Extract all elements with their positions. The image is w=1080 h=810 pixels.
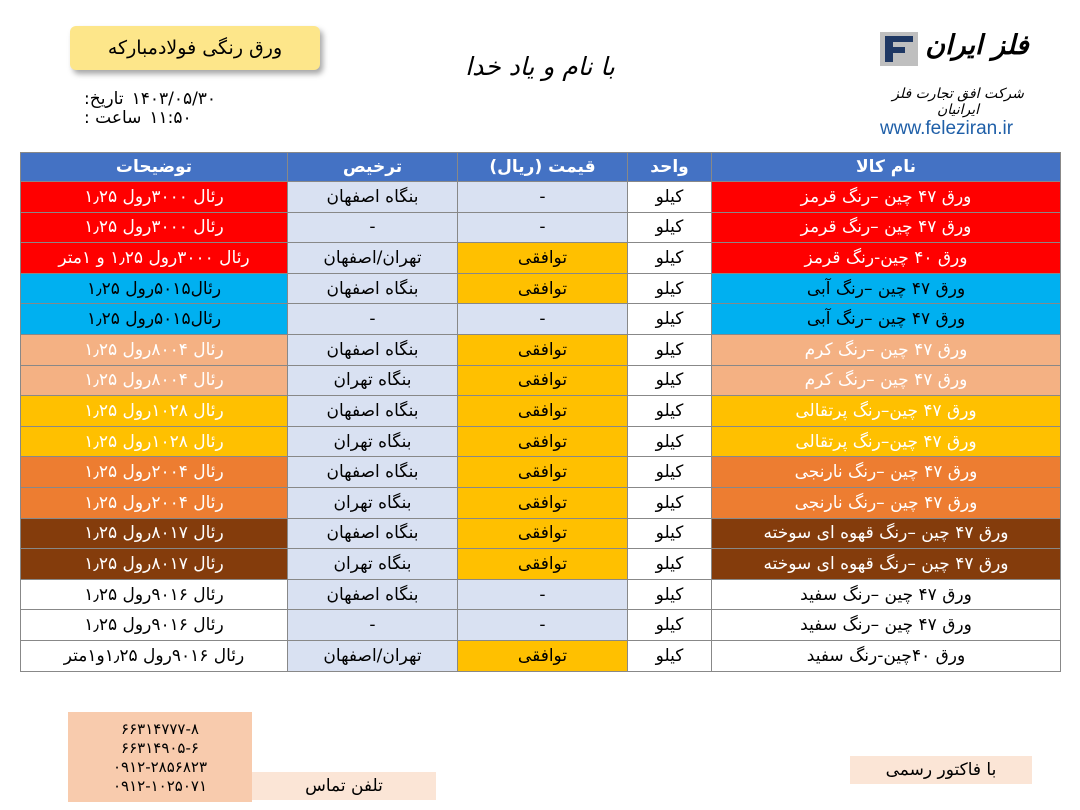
table-row [21, 426, 1061, 457]
release-cell: تهران/اصفهان [288, 640, 458, 671]
description-cell: رئال ۳۰۰۰رول ۱٫۲۵ و ۱متر [21, 243, 288, 274]
release-cell: بنگاه اصفهان [288, 518, 458, 549]
table-row [21, 579, 1061, 610]
table-row [21, 549, 1061, 580]
description-cell: رئال ۸۰۱۷رول ۱٫۲۵ [21, 518, 288, 549]
table-row [21, 304, 1061, 335]
product-name-cell: ورق ۴۷ چین –رنگ آبی [712, 273, 1061, 304]
release-cell: بنگاه اصفهان [288, 182, 458, 213]
description-cell: رئال۵۰۱۵رول ۱٫۲۵ [21, 273, 288, 304]
unit-cell: کیلو [628, 365, 712, 396]
column-header-unit: واحد [628, 153, 712, 182]
product-name-cell: ورق ۴۷ چین–رنگ پرتقالی [712, 426, 1061, 457]
release-cell: بنگاه اصفهان [288, 334, 458, 365]
price-cell: توافقی [458, 426, 628, 457]
time-label: ساعت : [84, 108, 142, 128]
table-row [21, 396, 1061, 427]
release-cell: بنگاه اصفهان [288, 457, 458, 488]
time-row [84, 109, 216, 128]
product-name-cell: ورق ۴۷ چین –رنگ سفید [712, 579, 1061, 610]
product-name-cell: ورق ۴۰ چین-رنگ قرمز [712, 243, 1061, 274]
phone-numbers-box [68, 712, 252, 802]
unit-cell: کیلو [628, 426, 712, 457]
product-name-cell: ورق ۴۷ چین –رنگ کرم [712, 334, 1061, 365]
product-name-cell: ورق ۴۷ چین –رنگ قهوه ای سوخته [712, 549, 1061, 580]
table-header-row [21, 153, 1061, 182]
table-row [21, 640, 1061, 671]
table-row [21, 457, 1061, 488]
product-name-cell: ورق ۴۷ چین –رنگ نارنجی [712, 457, 1061, 488]
unit-cell: کیلو [628, 304, 712, 335]
date-label: تاریخ: [84, 89, 124, 109]
release-cell: بنگاه اصفهان [288, 273, 458, 304]
unit-cell: کیلو [628, 487, 712, 518]
unit-cell: کیلو [628, 549, 712, 580]
description-cell: رئال ۳۰۰۰رول ۱٫۲۵ [21, 182, 288, 213]
unit-cell: کیلو [628, 396, 712, 427]
date-value: ۱۴۰۳/۰۵/۳۰ [131, 89, 217, 109]
price-cell: توافقی [458, 334, 628, 365]
column-header-release: ترخیص [288, 153, 458, 182]
unit-cell: کیلو [628, 610, 712, 641]
unit-cell: کیلو [628, 273, 712, 304]
phone-number[interactable]: ۰۹۱۲-۲۸۵۶۸۲۳ [112, 758, 208, 776]
phone-number[interactable]: ۶۶۳۱۴۹۰۵-۶ [121, 739, 199, 757]
price-cell: - [458, 579, 628, 610]
price-cell: توافقی [458, 487, 628, 518]
unit-cell: کیلو [628, 640, 712, 671]
table-row [21, 365, 1061, 396]
release-cell: - [288, 212, 458, 243]
invoice-label: با فاکتور رسمی [850, 756, 1032, 784]
product-name-cell: ورق ۴۷ چین–رنگ پرتقالی [712, 396, 1061, 427]
product-name-cell: ورق ۴۷ چین –رنگ کرم [712, 365, 1061, 396]
price-cell: توافقی [458, 457, 628, 488]
description-cell: رئال ۹۰۱۶رول ۱٫۲۵و۱متر [21, 640, 288, 671]
price-cell: توافقی [458, 396, 628, 427]
table-row [21, 487, 1061, 518]
description-cell: رئال ۳۰۰۰رول ۱٫۲۵ [21, 212, 288, 243]
release-cell: بنگاه اصفهان [288, 579, 458, 610]
table-body [21, 182, 1061, 672]
release-cell: بنگاه اصفهان [288, 396, 458, 427]
company-website-link[interactable]: www.feleziran.ir [880, 118, 1014, 139]
unit-cell: کیلو [628, 243, 712, 274]
release-cell: بنگاه تهران [288, 487, 458, 518]
phone-number[interactable]: ۰۹۱۲-۱۰۲۵۰۷۱ [112, 777, 208, 795]
phone-number[interactable]: ۶۶۳۱۴۷۷۷-۸ [121, 720, 199, 738]
date-time-block [84, 90, 216, 128]
product-name-cell: ورق ۴۷ چین –رنگ سفید [712, 610, 1061, 641]
release-cell: بنگاه تهران [288, 426, 458, 457]
description-cell: رئال ۸۰۱۷رول ۱٫۲۵ [21, 549, 288, 580]
product-title-label: ورق رنگی فولادمبارکه [70, 26, 320, 70]
unit-cell: کیلو [628, 212, 712, 243]
description-cell: رئال ۹۰۱۶رول ۱٫۲۵ [21, 579, 288, 610]
release-cell: تهران/اصفهان [288, 243, 458, 274]
price-table [20, 152, 1061, 672]
column-header-description: توضیحات [21, 153, 288, 182]
product-name-cell: ورق ۴۰چین-رنگ سفید [712, 640, 1061, 671]
description-cell: رئال ۱۰۲۸رول ۱٫۲۵ [21, 396, 288, 427]
price-cell: توافقی [458, 273, 628, 304]
price-cell: - [458, 610, 628, 641]
description-cell: رئال ۹۰۱۶رول ۱٫۲۵ [21, 610, 288, 641]
unit-cell: کیلو [628, 518, 712, 549]
table-row [21, 212, 1061, 243]
unit-cell: کیلو [628, 334, 712, 365]
table-row [21, 182, 1061, 213]
unit-cell: کیلو [628, 457, 712, 488]
price-cell: توافقی [458, 243, 628, 274]
release-cell: بنگاه تهران [288, 365, 458, 396]
table-row [21, 273, 1061, 304]
description-cell: رئال ۲۰۰۴رول ۱٫۲۵ [21, 457, 288, 488]
price-cell: توافقی [458, 518, 628, 549]
price-cell: توافقی [458, 365, 628, 396]
unit-cell: کیلو [628, 579, 712, 610]
company-logo[interactable] [876, 22, 1056, 150]
table-row [21, 243, 1061, 274]
product-name-cell: ورق ۴۷ چین –رنگ نارنجی [712, 487, 1061, 518]
date-row [84, 90, 216, 109]
product-name-cell: ورق ۴۷ چین –رنگ قهوه ای سوخته [712, 518, 1061, 549]
table-row [21, 334, 1061, 365]
release-cell: - [288, 610, 458, 641]
price-cell: - [458, 182, 628, 213]
price-cell: توافقی [458, 640, 628, 671]
contact-label: تلفن تماس [252, 772, 436, 800]
company-subtitle: شرکت افق تجارت فلز ایرانیان [892, 86, 1024, 118]
price-cell: - [458, 212, 628, 243]
description-cell: رئال ۸۰۰۴رول ۱٫۲۵ [21, 365, 288, 396]
release-cell: - [288, 304, 458, 335]
product-name-cell: ورق ۴۷ چین –رنگ آبی [712, 304, 1061, 335]
company-name: فلز ایران [925, 30, 1029, 61]
page-title: با نام و یاد خدا [465, 52, 615, 81]
release-cell: بنگاه تهران [288, 549, 458, 580]
description-cell: رئال ۸۰۰۴رول ۱٫۲۵ [21, 334, 288, 365]
product-name-cell: ورق ۴۷ چین –رنگ قرمز [712, 182, 1061, 213]
unit-cell: کیلو [628, 182, 712, 213]
table-row [21, 518, 1061, 549]
price-cell: توافقی [458, 549, 628, 580]
column-header-product: نام کالا [712, 153, 1061, 182]
table-row [21, 610, 1061, 641]
description-cell: رئال ۱۰۲۸رول ۱٫۲۵ [21, 426, 288, 457]
time-value: ۱۱:۵۰ [149, 108, 192, 128]
description-cell: رئال۵۰۱۵رول ۱٫۲۵ [21, 304, 288, 335]
product-name-cell: ورق ۴۷ چین –رنگ قرمز [712, 212, 1061, 243]
price-cell: - [458, 304, 628, 335]
logo-mark-icon [880, 32, 918, 66]
description-cell: رئال ۲۰۰۴رول ۱٫۲۵ [21, 487, 288, 518]
column-header-price: قیمت (ریال) [458, 153, 628, 182]
